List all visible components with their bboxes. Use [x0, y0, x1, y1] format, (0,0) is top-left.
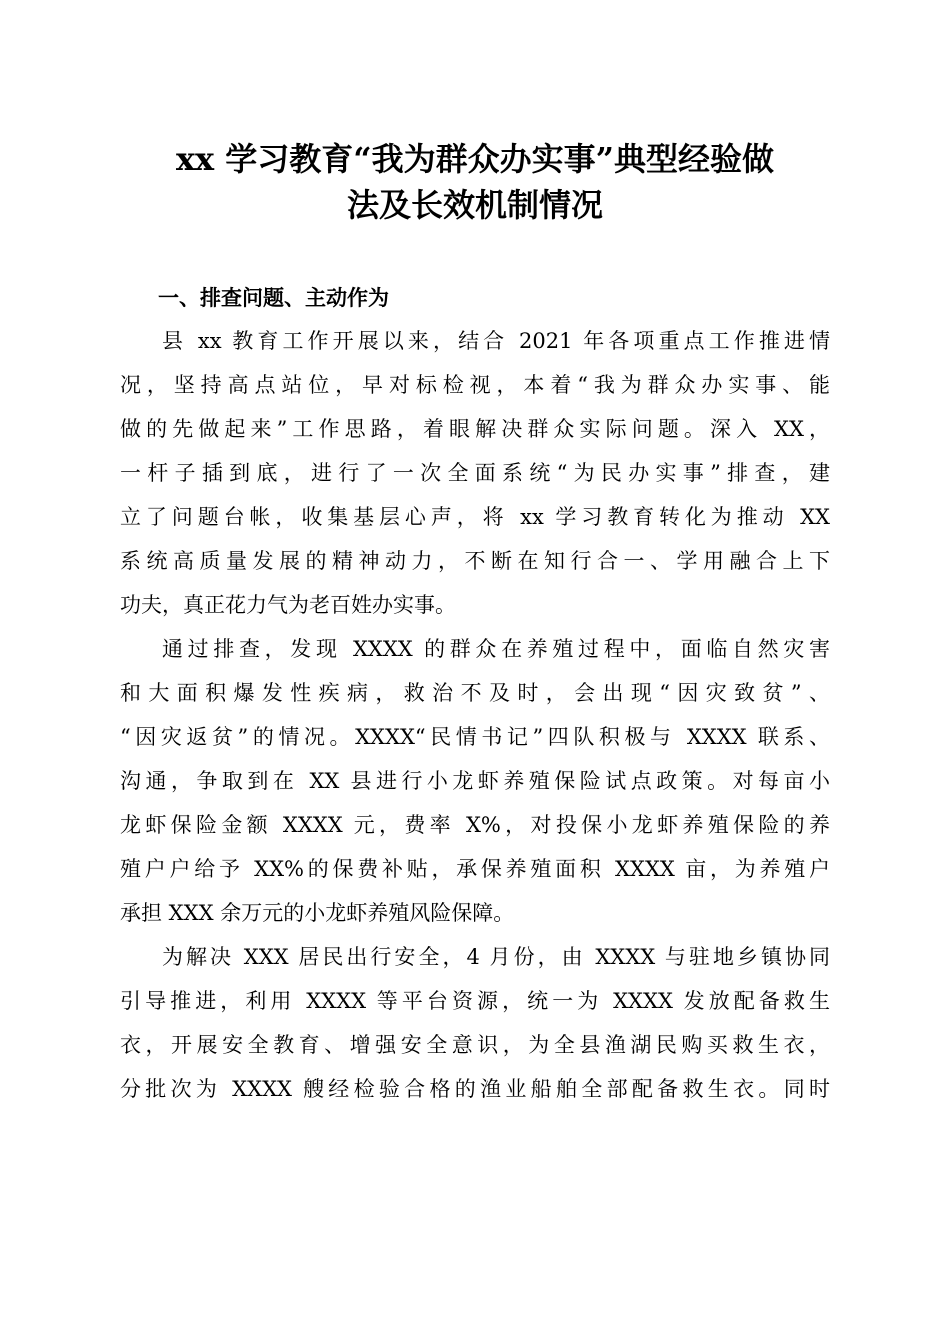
text-line: 县 xx 教育工作开展以来，结合 2021 年各项重点工作推进情: [162, 329, 830, 353]
text-line: 承担 XXX 余万元的小龙虾养殖风险保障。: [120, 901, 515, 925]
text-line: 和大面积爆发性疾病，救治不及时，会出现“因灾致贫”、: [120, 681, 830, 705]
text-line: 况，坚持高点站位，早对标检视，本着“我为群众办实事、能: [120, 373, 830, 397]
paragraph-2: [120, 627, 830, 935]
text-line: 功夫，真正花力气为老百姓办实事。: [120, 593, 456, 617]
section-heading: 一、排查问题、主动作为: [158, 286, 389, 310]
paragraph-1: [120, 319, 830, 627]
text-line: 立了问题台帐，收集基层心声，将 xx 学习教育转化为推动 XX: [120, 505, 830, 529]
document-title: [100, 136, 850, 228]
text-line: 通过排查，发现 XXXX 的群众在养殖过程中，面临自然灾害: [162, 637, 830, 661]
text-line: 衣，开展安全教育、增强安全意识，为全县渔湖民购买救生衣，: [120, 1033, 830, 1057]
text-line: 做的先做起来”工作思路，着眼解决群众实际问题。深入 XX，: [120, 417, 830, 441]
text-line: “因灾返贫”的情况。XXXX“民情书记”四队积极与 XXXX 联系、: [120, 725, 830, 749]
text-line: 殖户户给予 XX%的保费补贴，承保养殖面积 XXXX 亩，为养殖户: [120, 857, 830, 881]
text-line: 沟通，争取到在 XX 县进行小龙虾养殖保险试点政策。对每亩小: [120, 769, 830, 793]
text-line: 龙虾保险金额 XXXX 元，费率 X%，对投保小龙虾养殖保险的养: [120, 813, 830, 837]
title-line: 法及长效机制情况: [346, 186, 603, 224]
text-line: 分批次为 XXXX 艘经检验合格的渔业船舶全部配备救生衣。同时: [120, 1077, 830, 1101]
text-line: 为解决 XXX 居民出行安全，4 月份，由 XXXX 与驻地乡镇协同: [162, 945, 830, 969]
text-line: 一杆子插到底，进行了一次全面系统“为民办实事”排查，建: [120, 461, 830, 485]
paragraph-3: [120, 935, 830, 1111]
title-line: xx 学习教育“我为群众办实事”典型经验做: [175, 140, 775, 178]
text-line: 系统高质量发展的精神动力，不断在知行合一、学用融合上下: [120, 549, 830, 573]
text-line: 引导推进，利用 XXXX 等平台资源，统一为 XXXX 发放配备救生: [120, 989, 830, 1013]
